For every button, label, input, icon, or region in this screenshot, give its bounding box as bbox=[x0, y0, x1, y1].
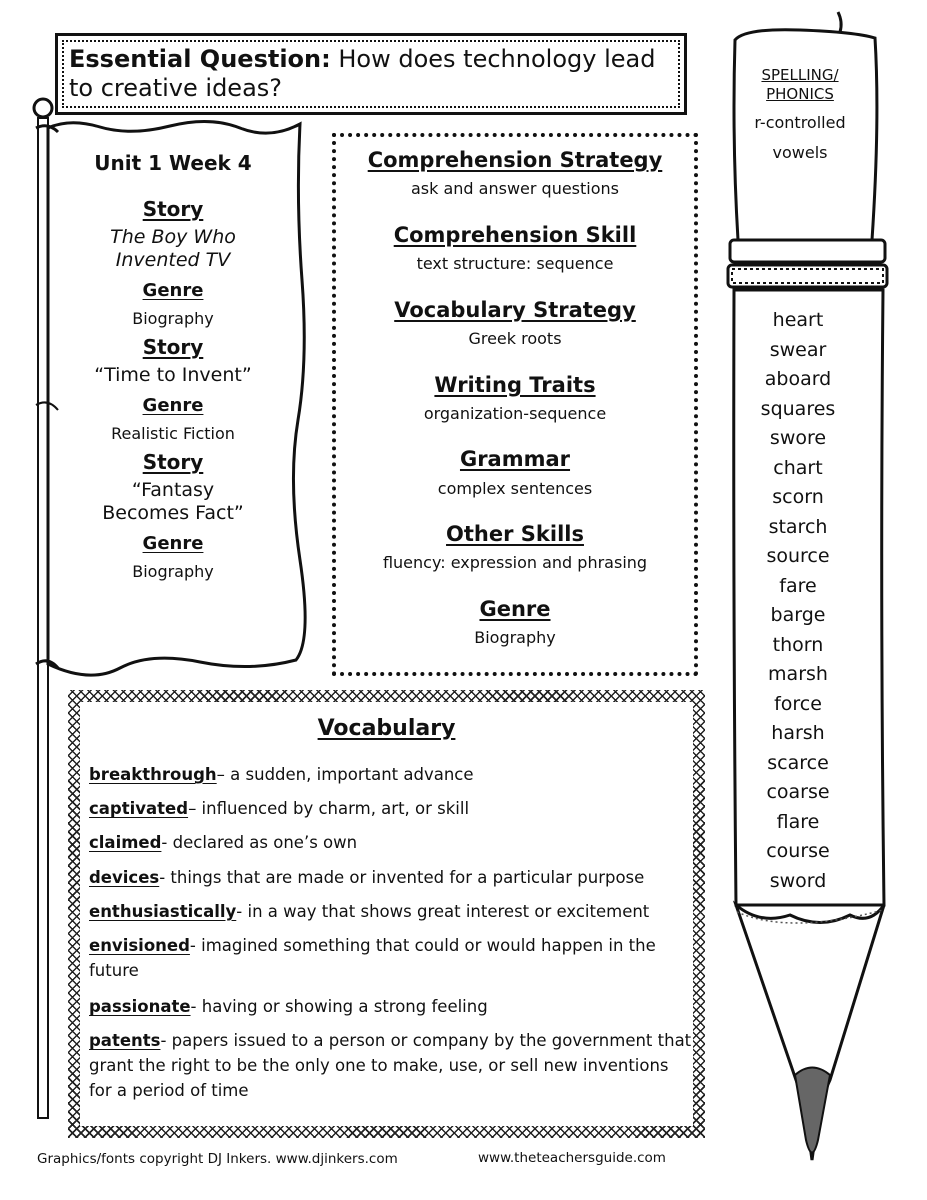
genre-heading-2: Genre bbox=[142, 395, 204, 416]
spelling-word: swear bbox=[769, 339, 827, 361]
skill-value-comprehension-strategy: ask and answer questions bbox=[410, 179, 619, 198]
spelling-word: sword bbox=[769, 870, 827, 892]
skill-heading-genre: Genre bbox=[479, 597, 551, 621]
story-heading-1: Story bbox=[142, 197, 204, 221]
skill-heading-comprehension-skill: Comprehension Skill bbox=[393, 223, 637, 247]
genre-heading-1: Genre bbox=[142, 280, 204, 301]
spelling-word: aboard bbox=[764, 368, 832, 390]
story-genre-2: Realistic Fiction bbox=[111, 424, 235, 443]
vocab-definition: - papers issued to a person or company by the government that grant the right to be the only one to make, use, or sell new inventions for a period of time bbox=[89, 1031, 692, 1100]
spelling-word: flare bbox=[776, 811, 820, 833]
vocab-definition: - having or showing a strong feeling bbox=[190, 997, 488, 1016]
spelling-word: marsh bbox=[768, 663, 828, 685]
skill-value-comprehension-skill: text structure: sequence bbox=[416, 254, 614, 273]
spelling-word: force bbox=[774, 693, 822, 715]
vocab-definition: – a sudden, important advance bbox=[216, 765, 474, 784]
spelling-word: course bbox=[766, 840, 830, 862]
spelling-phonics-panel bbox=[740, 66, 860, 168]
vocab-word: patents bbox=[89, 1031, 161, 1050]
story-genre-3: Biography bbox=[132, 562, 214, 581]
spelling-word: swore bbox=[769, 427, 827, 449]
site-footer: www.theteachersguide.com bbox=[478, 1150, 666, 1166]
story-title-1: The Boy Who Invented TV bbox=[110, 226, 236, 271]
vocab-definition: - imagined something that could or would happen in the future bbox=[89, 936, 656, 980]
story-genre-1: Biography bbox=[132, 309, 214, 328]
unit-week: Unit 1 Week 4 bbox=[94, 151, 252, 175]
copyright-footer: Graphics/fonts copyright DJ Inkers. www.djinkers.com bbox=[37, 1151, 398, 1167]
skill-heading-other-skills: Other Skills bbox=[446, 522, 584, 546]
spelling-word: source bbox=[766, 545, 830, 567]
spelling-word: chart bbox=[773, 457, 823, 479]
skill-heading-vocabulary-strategy: Vocabulary Strategy bbox=[394, 298, 636, 322]
skill-heading-comprehension-strategy: Comprehension Strategy bbox=[367, 148, 663, 172]
spelling-word: barge bbox=[770, 604, 826, 626]
spelling-word: harsh bbox=[771, 722, 825, 744]
skill-heading-grammar: Grammar bbox=[459, 447, 571, 471]
spelling-word: scorn bbox=[772, 486, 824, 508]
vocab-word: devices bbox=[89, 868, 160, 887]
vocab-definition: – influenced by charm, art, or skill bbox=[188, 799, 470, 818]
story-heading-3: Story bbox=[142, 450, 204, 474]
spelling-word: coarse bbox=[766, 781, 830, 803]
spelling-heading-line2: PHONICS bbox=[766, 85, 834, 103]
spelling-heading-line1: SPELLING/ bbox=[761, 66, 839, 84]
skill-value-vocabulary-strategy: Greek roots bbox=[468, 329, 562, 348]
vocab-word: breakthrough bbox=[89, 765, 217, 784]
vocab-word: captivated bbox=[89, 799, 189, 818]
spelling-topic-line1: r-controlled bbox=[754, 113, 846, 132]
spelling-word: thorn bbox=[772, 634, 824, 656]
vocab-definition: - in a way that shows great interest or excitement bbox=[236, 902, 650, 921]
vocab-definition: - things that are made or invented for a particular purpose bbox=[159, 868, 645, 887]
genre-heading-3: Genre bbox=[142, 533, 204, 554]
story-title-3: “Fantasy Becomes Fact” bbox=[102, 479, 244, 524]
vocab-word: passionate bbox=[89, 997, 191, 1016]
spelling-topic-line2: vowels bbox=[772, 143, 828, 162]
story-heading-2: Story bbox=[142, 335, 204, 359]
spelling-word: starch bbox=[768, 516, 828, 538]
skill-value-other-skills: fluency: expression and phrasing bbox=[382, 553, 648, 572]
vocab-word: claimed bbox=[89, 833, 162, 852]
skill-value-grammar: complex sentences bbox=[437, 479, 593, 498]
essential-question-text: How does technology lead to creative ideas? bbox=[69, 45, 656, 102]
spelling-word: squares bbox=[760, 398, 836, 420]
essential-question-label: Essential Question: bbox=[69, 45, 331, 73]
vocabulary-title: Vocabulary bbox=[317, 716, 456, 741]
vocab-definition: - declared as one’s own bbox=[161, 833, 358, 852]
story-title-2: “Time to Invent” bbox=[94, 364, 252, 386]
spelling-word: heart bbox=[772, 309, 824, 331]
skill-heading-writing-traits: Writing Traits bbox=[434, 373, 596, 397]
spelling-word: fare bbox=[779, 575, 817, 597]
skill-value-writing-traits: organization-sequence bbox=[423, 404, 607, 423]
vocab-word: enthusiastically bbox=[89, 902, 237, 921]
vocab-word: envisioned bbox=[89, 936, 190, 955]
spelling-word: scarce bbox=[767, 752, 829, 774]
skill-value-genre: Biography bbox=[474, 628, 556, 647]
